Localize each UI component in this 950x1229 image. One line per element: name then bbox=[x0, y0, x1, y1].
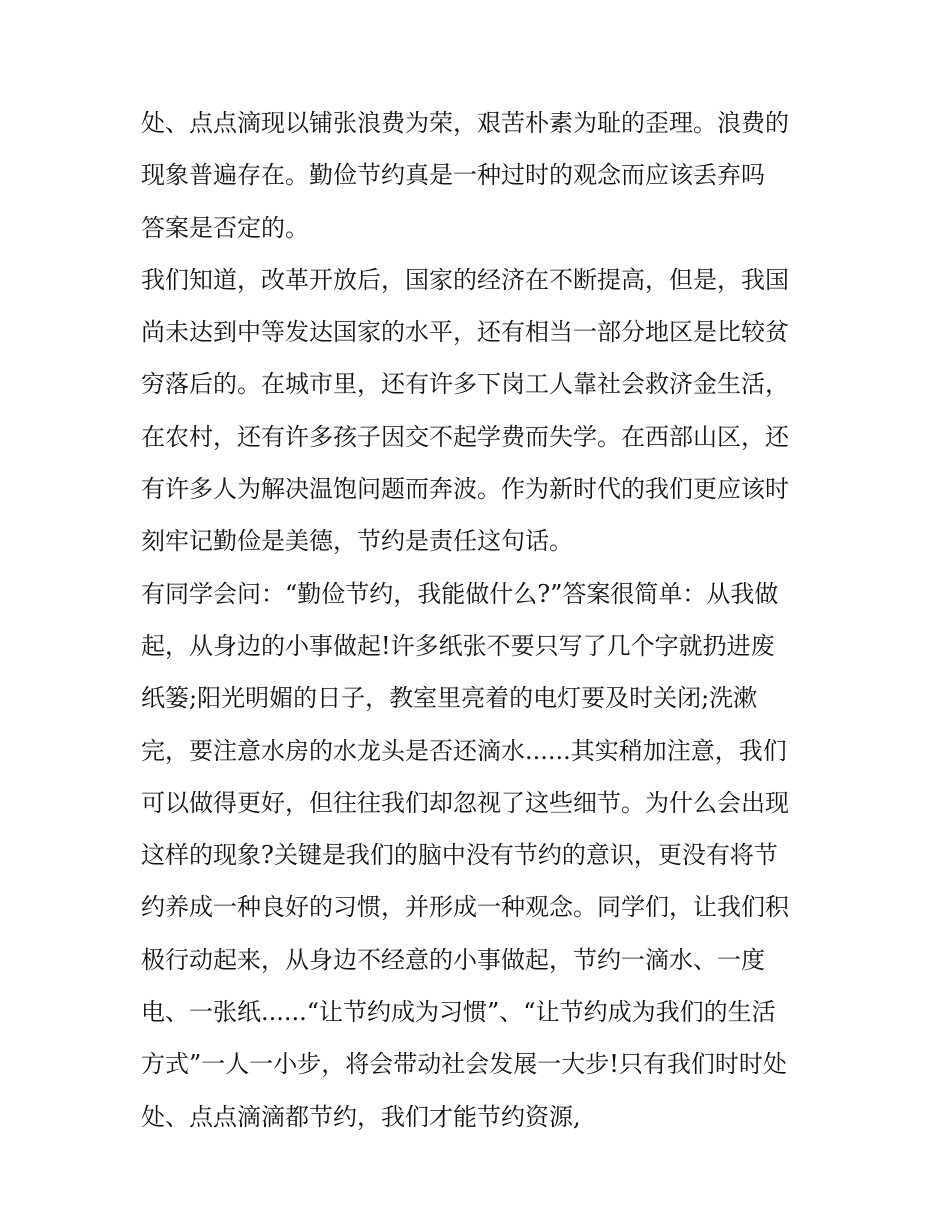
text-line: 处、点点滴现以铺张浪费为荣，艰苦朴素为耻的歪理。浪费的 bbox=[141, 109, 789, 137]
text-line: 约养成一种良好的习惯，并形成一种观念。同学们，让我们积 bbox=[141, 893, 789, 922]
text-line: 穷落后的。在城市里，还有许多下岗工人靠社会救济金生活， bbox=[141, 370, 789, 399]
document-body bbox=[141, 110, 831, 1156]
text-line: 这样的现象?关键是我们的脑中没有节约的意识，更没有将节 bbox=[141, 841, 778, 870]
text-line: 电、一张纸......“让节约成为习惯”、“让节约成为我们的生活 bbox=[141, 998, 776, 1027]
text-line: 起，从身边的小事做起!许多纸张不要只写了几个字就扔进废 bbox=[141, 631, 775, 660]
text-line: 有同学会问：“勤俭节约，我能做什么?”答案很简单：从我做 bbox=[141, 579, 779, 608]
text-line: 我们知道，改革开放后，国家的经济在不断提高，但是，我国 bbox=[141, 265, 789, 294]
text-line: 有许多人为解决温饱问题而奔波。作为新时代的我们更应该时 bbox=[141, 475, 789, 504]
text-line: 答案是否定的。 bbox=[141, 213, 309, 242]
text-line: 在农村，还有许多孩子因交不起学费而失学。在西部山区，还 bbox=[141, 422, 789, 451]
text-line: 方式”一人一小步，将会带动社会发展一大步!只有我们时时处 bbox=[141, 1050, 787, 1079]
text-line: 纸篓;阳光明媚的日子，教室里亮着的电灯要及时关闭;洗漱 bbox=[141, 684, 758, 713]
text-line: 刻牢记勤俭是美德，节约是责任这句话。 bbox=[141, 527, 573, 556]
text-line: 处、点点滴滴都节约，我们才能节约资源, bbox=[141, 1102, 581, 1131]
text-line: 现象普遍存在。勤俭节约真是一种过时的观念而应该丢弃吗 bbox=[141, 161, 765, 190]
text-line: 极行动起来，从身边不经意的小事做起，节约一滴水、一度 bbox=[141, 945, 765, 974]
text-line: 可以做得更好，但往往我们却忽视了这些细节。为什么会出现 bbox=[141, 788, 789, 817]
text-line: 完，要注意水房的水龙头是否还滴水......其实稍加注意，我们 bbox=[141, 736, 787, 765]
text-line: 尚未达到中等发达国家的水平，还有相当一部分地区是比较贫 bbox=[141, 318, 789, 347]
